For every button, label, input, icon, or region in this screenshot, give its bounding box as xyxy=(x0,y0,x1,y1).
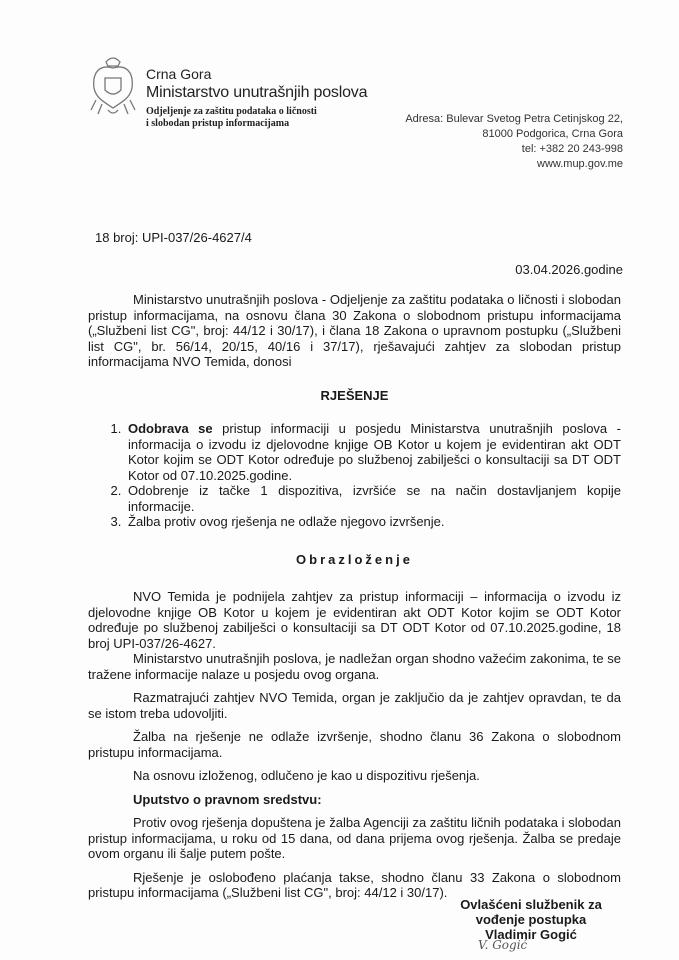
reasoning-paragraph: Razmatrajući zahtjev NVO Temida, organ je zaključio da je zahtjev opravdan, te da se istom treba udovoljiti. xyxy=(88,690,621,721)
decision-item xyxy=(125,483,621,514)
decision-title: RJEŠENJE xyxy=(320,387,389,403)
website: www.mup.gov.me xyxy=(537,158,623,170)
signature-block xyxy=(436,897,626,942)
decision-item-text: pristup informaciji u posjedu Ministarstva unutrašnjih poslova - informacija o izvodu iz djelovodne knjige OB Kotor u kojem je evidentiran akt ODT Kotor kojim se ODT Kotor određuje po službenoj zabilješci o konsultaciji sa DT ODT Kotor od 07.10.2025.godine. xyxy=(128,421,621,483)
decision-item-text: Odobrenje iz tačke 1 dispozitiva, izvršiće se na način dostavljanjem kopije informacije. xyxy=(128,483,621,514)
reasoning-paragraph: Ministarstvo unutrašnjih poslova, je nadležan organ shodno važećim zakonima, te se tražene informacije nalaze u posjedu ovog organa. xyxy=(88,651,621,682)
decision-item-bold: Odobrava se xyxy=(128,421,213,436)
decision-item xyxy=(125,514,621,530)
document-body xyxy=(88,292,621,901)
country-name: Crna Gora xyxy=(146,66,212,82)
address-block xyxy=(405,112,623,172)
reasoning-title: Obrazloženje xyxy=(296,551,413,567)
department-line-2: i slobodan pristup informacijama xyxy=(146,118,290,129)
phone: tel: +382 20 243-998 xyxy=(521,143,623,155)
decision-item-text: Žalba protiv ovog rješenja ne odlaže njegovo izvršenje. xyxy=(128,514,445,529)
coat-of-arms-icon xyxy=(88,52,138,118)
intro-paragraph: Ministarstvo unutrašnjih poslova - Odjeljenje za zaštitu podataka o ličnosti i slobodan pristup informacijama, na osnovu člana 30 Zakona o slobodnom pristupu informacijama („Službeni list CG", broj: 44/12 i 30/17), i člana 18 Zakona o upravnom postupku („Službeni list CG", br. 56/14, 20/15, 40/16 i 37/17), rješavajući zahtjev za slobodan pristup informacijama NVO Temida, donosi xyxy=(88,292,621,369)
signatory-name: Vladimir Gogić xyxy=(485,927,577,942)
reference-number: 18 broj: UPI-037/26-4627/4 xyxy=(95,230,252,245)
handwritten-signature: V. Gogić xyxy=(478,938,528,952)
reasoning-paragraph: NVO Temida je podnijela zahtjev za pristup informaciji – informacija o izvodu iz djelovodne knjige OB Kotor u kojem je evidentiran akt ODT Kotor kojim se ODT Kotor određuje po službenoj zabilješci o konsultaciji sa DT ODT Kotor od 07.10.2025.godine, 18 broj UPI-037/26-4627. xyxy=(88,589,621,651)
signature-title-1: Ovlašćeni službenik za xyxy=(460,897,602,912)
department-line-1: Odjeljenje za zaštitu podataka o ličnosti xyxy=(146,106,317,117)
signature-title-2: vođenje postupka xyxy=(475,912,587,927)
reasoning-paragraph: Na osnovu izloženog, odlučeno je kao u dispozitivu rješenja. xyxy=(133,768,480,783)
decision-list xyxy=(88,421,621,530)
address-line-1: Adresa: Bulevar Svetog Petra Cetinjskog 22, xyxy=(405,113,623,125)
document-date: 03.04.2026.godine xyxy=(515,262,623,277)
decision-item xyxy=(125,421,621,483)
address-line-2: 81000 Podgorica, Crna Gora xyxy=(482,128,623,140)
legal-remedy-paragraph: Protiv ovog rješenja dopuštena je žalba Agenciji za zaštitu ličnih podataka i slobodan pristup informacijama, u roku od 15 dana, od dana prijema ovog rješenja. Žalba se predaje ovom organu ili šalje putem pošte. xyxy=(88,815,621,861)
reasoning-paragraph: Žalba na rješenje ne odlaže izvršenje, shodno članu 36 Zakona o slobodnom pristupu informacijama. xyxy=(88,729,621,760)
legal-remedy-paragraph: Rješenje je oslobođeno plaćanja takse, shodno članu 33 Zakona o slobodnom pristupu informacijama („Službeni list CG", broj: 44/12 i 30/17). xyxy=(88,869,621,900)
ministry-name: Ministarstvo unutrašnjih poslova xyxy=(146,84,368,101)
legal-remedy-title: Uputstvo o pravnom sredstvu: xyxy=(133,791,322,807)
